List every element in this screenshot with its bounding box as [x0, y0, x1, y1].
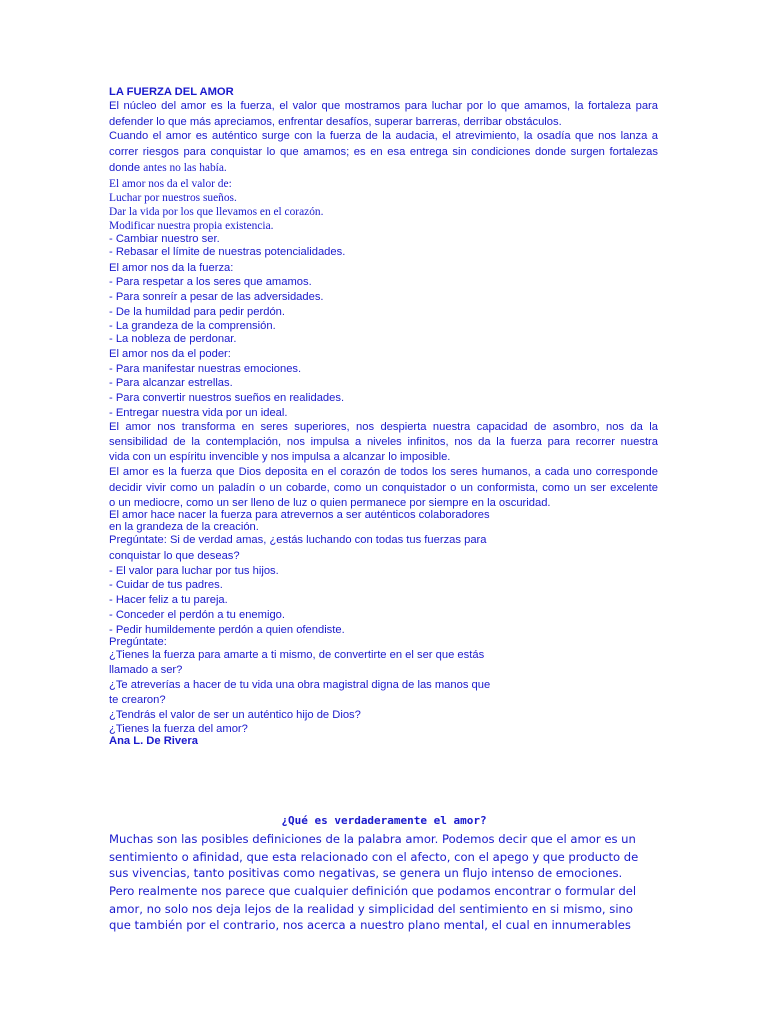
- paragraph-line: donde antes no las había.: [109, 162, 227, 174]
- list-item: - Cuidar de tus padres.: [109, 579, 223, 591]
- paragraph-line: El amor es la fuerza que Dios deposita en el corazón de todos los seres humanos, a cada uno corresponde: [109, 466, 658, 478]
- paragraph-line: o un mediocre, como un ser lleno de luz o quien permanece por siempre en la oscuridad.: [109, 497, 551, 509]
- paragraph-line: ¿Tienes la fuerza para amarte a ti mismo, de convertirte en el ser que estás: [109, 649, 485, 661]
- paragraph-line: El núcleo del amor es la fuerza, el valor que mostramos para luchar por lo que amamos, la fortaleza para: [109, 100, 658, 112]
- paragraph-line: en la grandeza de la creación.: [109, 521, 259, 533]
- list-item: - Para convertir nuestros sueños en realidades.: [109, 392, 345, 404]
- list-item: - El valor para luchar por tus hijos.: [109, 565, 279, 577]
- paragraph-line: El amor nos transforma en seres superiores, nos despierta nuestra capacidad de asombro, nos da la: [109, 421, 658, 433]
- paragraph-line: Pregúntate: Si de verdad amas, ¿estás luchando con todas tus fuerzas para: [109, 534, 487, 546]
- article-title: LA FUERZA DEL AMOR: [109, 86, 234, 98]
- list-item: - Para manifestar nuestras emociones.: [109, 363, 302, 375]
- list-item: - Pedir humildemente perdón a quien ofendiste.: [109, 624, 345, 636]
- section-heading: ¿Qué es verdaderamente el amor?: [281, 814, 487, 827]
- paragraph-line: sus vivencias, tanto positivas como negativas, se genera un flujo intenso de emociones.: [109, 866, 623, 880]
- paragraph-line: ¿Tendrás el valor de ser un auténtico hijo de Dios?: [109, 709, 361, 721]
- list-item: - De la humildad para pedir perdón.: [109, 306, 285, 318]
- paragraph-line: Luchar por nuestros sueños.: [109, 192, 237, 204]
- paragraph-line: Cuando el amor es auténtico surge con la fuerza de la audacia, el atrevimiento, la osadía que nos lanza a: [109, 130, 658, 142]
- paragraph-line: Pero realmente nos parece que cualquier definición que podamos encontrar o formular del: [109, 884, 637, 898]
- paragraph-line: sensibilidad de la contemplación, nos impulsa a niveles infinitos, nos da la fuerza para recorrer nuestra: [109, 436, 658, 448]
- paragraph-line: Muchas son las posibles definiciones de la palabra amor. Podemos decir que el amor es un: [109, 832, 636, 846]
- list-item: - Rebasar el límite de nuestras potencialidades.: [109, 246, 346, 258]
- list-item: - Cambiar nuestro ser.: [109, 233, 220, 245]
- paragraph-line: Modificar nuestra propia existencia.: [109, 220, 274, 232]
- paragraph-line: correr riesgos para conquistar lo que amamos; es en esa entrega sin condiciones donde surgen fortalezas: [109, 146, 658, 158]
- paragraph-line: amor, no solo nos deja lejos de la realidad y simplicidad del sentimiento en si mismo, sino: [109, 902, 633, 916]
- author-signature: Ana L. De Rivera: [109, 735, 198, 747]
- paragraph-line: El amor nos da la fuerza:: [109, 262, 234, 274]
- list-item: - Para alcanzar estrellas.: [109, 377, 233, 389]
- list-item: - La nobleza de perdonar.: [109, 333, 237, 345]
- paragraph-line: conquistar lo que deseas?: [109, 550, 240, 562]
- list-item: - La grandeza de la comprensión.: [109, 320, 276, 332]
- paragraph-line: te crearon?: [109, 694, 166, 706]
- paragraph-line: sentimiento o afinidad, que esta relacionado con el afecto, con el apego y que producto de: [109, 850, 639, 864]
- paragraph-line: que también por el contrario, nos acerca a nuestro plano mental, el cual en innumerables: [109, 918, 631, 932]
- paragraph-line: ¿Tienes la fuerza del amor?: [109, 723, 248, 735]
- paragraph-line: El amor nos da el poder:: [109, 348, 231, 360]
- paragraph-line: El amor hace nacer la fuerza para atrevernos a ser auténticos colaboradores: [109, 509, 490, 521]
- paragraph-line: El amor nos da el valor de:: [109, 178, 232, 190]
- paragraph-line: vida con un espíritu invencible y nos impulsa a alcanzar lo imposible.: [109, 451, 451, 463]
- paragraph-line: ¿Te atreverías a hacer de tu vida una obra magistral digna de las manos que: [109, 679, 491, 691]
- paragraph-line: decidir vivir como un paladín o un cobarde, como un conquistador o un conformista, como un ser excelente: [109, 482, 658, 494]
- list-item: - Hacer feliz a tu pareja.: [109, 594, 228, 606]
- list-item: - Conceder el perdón a tu enemigo.: [109, 609, 286, 621]
- paragraph-line: Pregúntate:: [109, 636, 167, 648]
- list-item: - Para sonreír a pesar de las adversidades.: [109, 291, 324, 303]
- list-item: - Entregar nuestra vida por un ideal.: [109, 407, 288, 419]
- paragraph-line: Dar la vida por los que llevamos en el corazón.: [109, 206, 324, 218]
- list-item: - Para respetar a los seres que amamos.: [109, 276, 312, 288]
- paragraph-line: llamado a ser?: [109, 664, 183, 676]
- paragraph-line: defender lo que más apreciamos, enfrentar desafíos, superar barreras, derribar obstáculos.: [109, 116, 562, 128]
